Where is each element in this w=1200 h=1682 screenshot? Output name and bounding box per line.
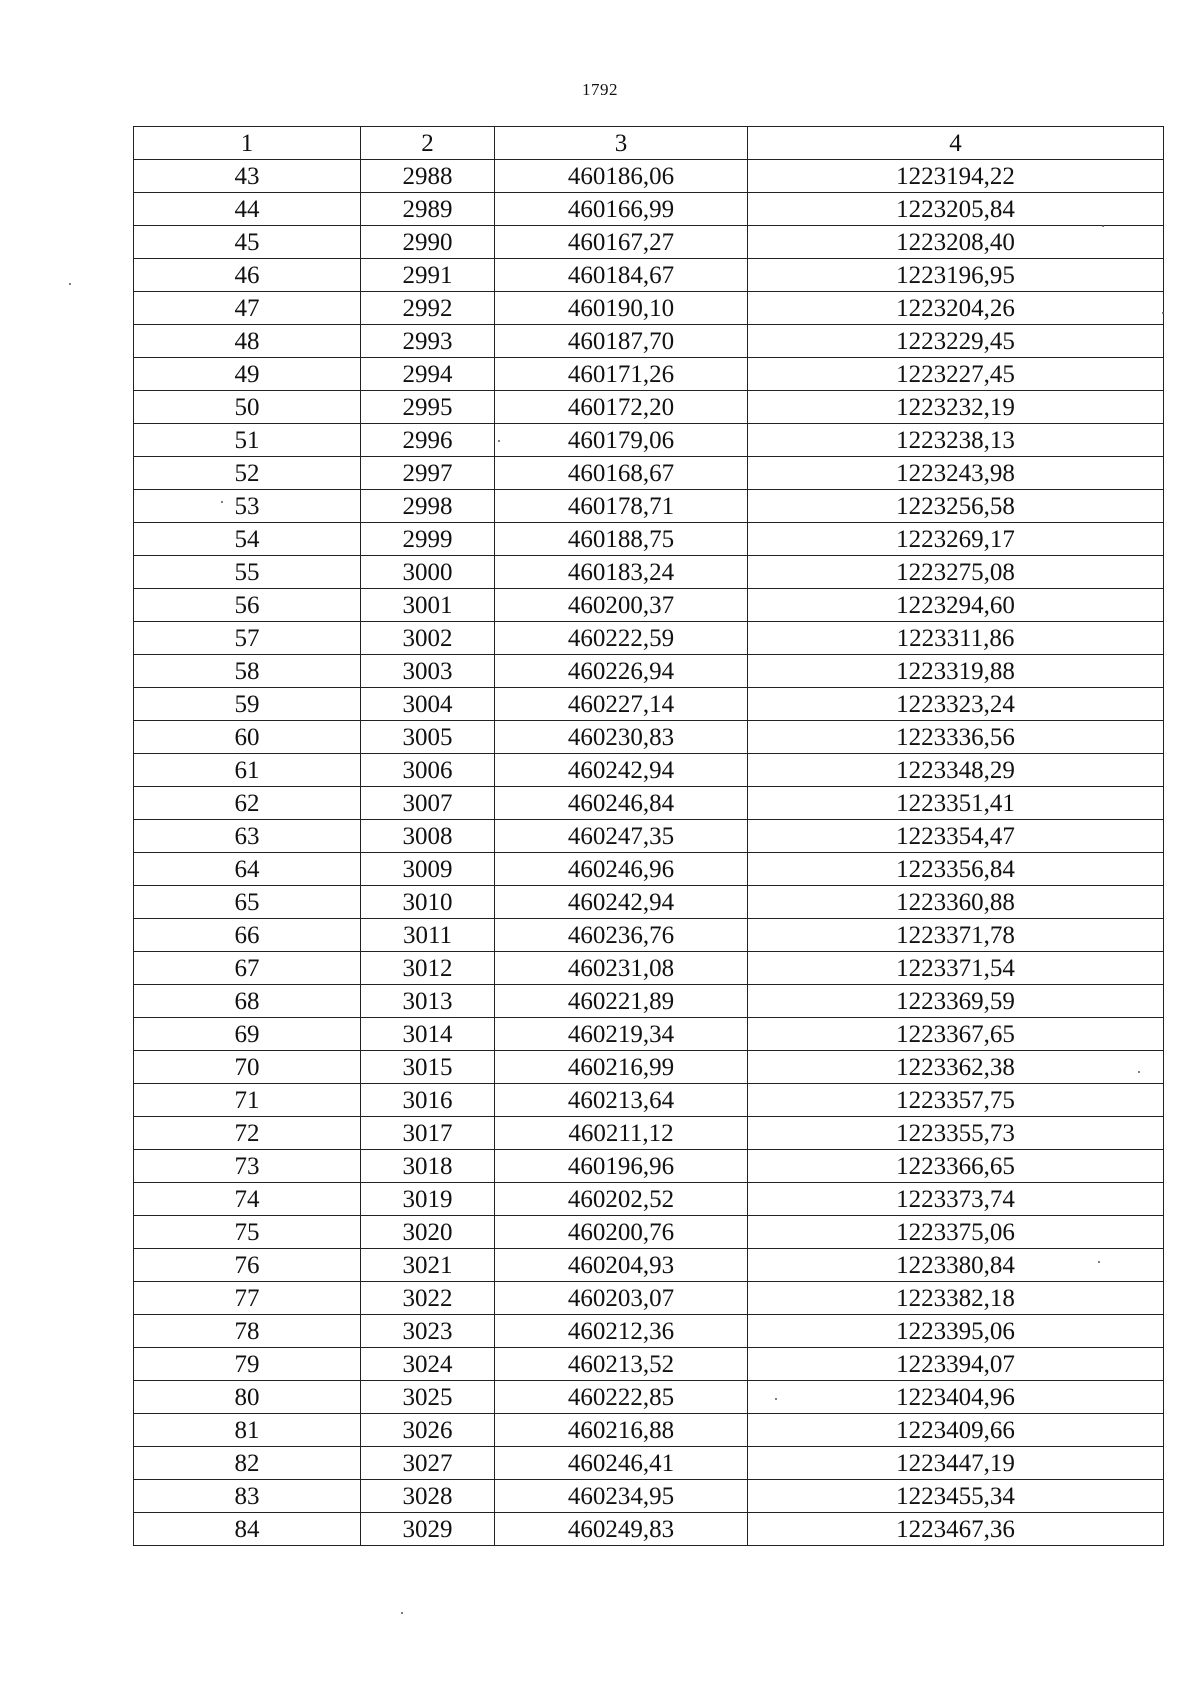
table-cell-col-1: 75 xyxy=(134,1216,361,1249)
table-cell-col-1: 54 xyxy=(134,523,361,556)
table-cell-col-3: 460196,96 xyxy=(495,1150,748,1183)
table-cell-col-3: 460230,83 xyxy=(495,721,748,754)
table-cell-col-1: 64 xyxy=(134,853,361,886)
table-cell-col-3: 460212,36 xyxy=(495,1315,748,1348)
table-cell-col-2: 2991 xyxy=(361,259,495,292)
table-row xyxy=(134,820,1164,853)
table-cell-col-4: 1223373,74 xyxy=(748,1183,1164,1216)
table-row xyxy=(134,721,1164,754)
table-cell-col-4: 1223371,78 xyxy=(748,919,1164,952)
table-row xyxy=(134,259,1164,292)
table-cell-col-3: 460172,20 xyxy=(495,391,748,424)
table-row xyxy=(134,325,1164,358)
table-cell-col-2: 3014 xyxy=(361,1018,495,1051)
table-row xyxy=(134,919,1164,952)
table-cell-col-1: 81 xyxy=(134,1414,361,1447)
table-cell-col-3: 460183,24 xyxy=(495,556,748,589)
table-cell-col-1: 52 xyxy=(134,457,361,490)
table-cell-col-4: 1223196,95 xyxy=(748,259,1164,292)
table-row xyxy=(134,1282,1164,1315)
table-row xyxy=(134,1513,1164,1546)
table-cell-col-1: 59 xyxy=(134,688,361,721)
scan-speck xyxy=(1102,225,1104,227)
scan-speck xyxy=(498,440,500,442)
table-cell-col-1: 58 xyxy=(134,655,361,688)
table-cell-col-2: 2990 xyxy=(361,226,495,259)
table-cell-col-4: 1223294,60 xyxy=(748,589,1164,622)
table-cell-col-1: 43 xyxy=(134,160,361,193)
table-cell-col-4: 1223409,66 xyxy=(748,1414,1164,1447)
column-header-1: 1 xyxy=(134,127,361,160)
table-cell-col-1: 61 xyxy=(134,754,361,787)
table-cell-col-4: 1223348,29 xyxy=(748,754,1164,787)
table-row xyxy=(134,358,1164,391)
table-cell-col-1: 68 xyxy=(134,985,361,1018)
table-cell-col-4: 1223354,47 xyxy=(748,820,1164,853)
table-cell-col-3: 460236,76 xyxy=(495,919,748,952)
table-cell-col-4: 1223371,54 xyxy=(748,952,1164,985)
table-cell-col-3: 460222,85 xyxy=(495,1381,748,1414)
table-row xyxy=(134,490,1164,523)
table-cell-col-1: 76 xyxy=(134,1249,361,1282)
table-cell-col-2: 3016 xyxy=(361,1084,495,1117)
table-cell-col-3: 460168,67 xyxy=(495,457,748,490)
table-cell-col-2: 3024 xyxy=(361,1348,495,1381)
table-cell-col-4: 1223467,36 xyxy=(748,1513,1164,1546)
table-cell-col-1: 83 xyxy=(134,1480,361,1513)
table-row xyxy=(134,1249,1164,1282)
scan-speck xyxy=(401,1612,403,1614)
table-cell-col-1: 65 xyxy=(134,886,361,919)
table-cell-col-1: 60 xyxy=(134,721,361,754)
table-cell-col-3: 460187,70 xyxy=(495,325,748,358)
table-cell-col-2: 3006 xyxy=(361,754,495,787)
table-row xyxy=(134,622,1164,655)
table-cell-col-4: 1223232,19 xyxy=(748,391,1164,424)
table-cell-col-2: 3022 xyxy=(361,1282,495,1315)
table-cell-col-3: 460246,41 xyxy=(495,1447,748,1480)
table-cell-col-2: 3004 xyxy=(361,688,495,721)
table-row xyxy=(134,523,1164,556)
table-row xyxy=(134,391,1164,424)
table-cell-col-1: 78 xyxy=(134,1315,361,1348)
table-cell-col-2: 3002 xyxy=(361,622,495,655)
table-cell-col-3: 460234,95 xyxy=(495,1480,748,1513)
table-row xyxy=(134,787,1164,820)
table-row xyxy=(134,1414,1164,1447)
table-cell-col-1: 74 xyxy=(134,1183,361,1216)
table-row xyxy=(134,457,1164,490)
table-cell-col-2: 3025 xyxy=(361,1381,495,1414)
table-cell-col-2: 3009 xyxy=(361,853,495,886)
scan-speck xyxy=(1098,1261,1100,1263)
table-cell-col-3: 460166,99 xyxy=(495,193,748,226)
table-row xyxy=(134,1051,1164,1084)
table-cell-col-4: 1223275,08 xyxy=(748,556,1164,589)
table-cell-col-2: 3005 xyxy=(361,721,495,754)
table-cell-col-1: 73 xyxy=(134,1150,361,1183)
table-cell-col-2: 2995 xyxy=(361,391,495,424)
table-cell-col-3: 460204,93 xyxy=(495,1249,748,1282)
table-cell-col-1: 62 xyxy=(134,787,361,820)
table-cell-col-4: 1223375,06 xyxy=(748,1216,1164,1249)
table-cell-col-3: 460242,94 xyxy=(495,754,748,787)
scan-speck xyxy=(1138,1071,1140,1073)
table-cell-col-4: 1223205,84 xyxy=(748,193,1164,226)
scan-speck xyxy=(69,283,71,285)
table-cell-col-1: 82 xyxy=(134,1447,361,1480)
table-cell-col-1: 77 xyxy=(134,1282,361,1315)
table-cell-col-1: 55 xyxy=(134,556,361,589)
table-row xyxy=(134,424,1164,457)
table-row xyxy=(134,1348,1164,1381)
table-cell-col-1: 57 xyxy=(134,622,361,655)
table-cell-col-4: 1223366,65 xyxy=(748,1150,1164,1183)
table-row xyxy=(134,952,1164,985)
table-cell-col-4: 1223360,88 xyxy=(748,886,1164,919)
table-cell-col-2: 2998 xyxy=(361,490,495,523)
table-row xyxy=(134,985,1164,1018)
table-cell-col-4: 1223404,96 xyxy=(748,1381,1164,1414)
table-cell-col-2: 2989 xyxy=(361,193,495,226)
column-header-2: 2 xyxy=(361,127,495,160)
table-cell-col-3: 460242,94 xyxy=(495,886,748,919)
table-cell-col-1: 48 xyxy=(134,325,361,358)
table-row xyxy=(134,1183,1164,1216)
table-cell-col-4: 1223395,06 xyxy=(748,1315,1164,1348)
table-cell-col-1: 47 xyxy=(134,292,361,325)
table-cell-col-3: 460167,27 xyxy=(495,226,748,259)
table-row xyxy=(134,688,1164,721)
table-cell-col-2: 3018 xyxy=(361,1150,495,1183)
table-cell-col-1: 44 xyxy=(134,193,361,226)
table-cell-col-3: 460186,06 xyxy=(495,160,748,193)
scan-speck xyxy=(221,501,223,503)
table-cell-col-4: 1223362,38 xyxy=(748,1051,1164,1084)
table-row xyxy=(134,1150,1164,1183)
table-row xyxy=(134,1018,1164,1051)
table-cell-col-3: 460200,76 xyxy=(495,1216,748,1249)
table-cell-col-2: 2992 xyxy=(361,292,495,325)
table-cell-col-2: 3003 xyxy=(361,655,495,688)
table-cell-col-4: 1223238,13 xyxy=(748,424,1164,457)
table-cell-col-4: 1223243,98 xyxy=(748,457,1164,490)
table-cell-col-3: 460247,35 xyxy=(495,820,748,853)
table-cell-col-1: 51 xyxy=(134,424,361,457)
column-header-3: 3 xyxy=(495,127,748,160)
table-cell-col-2: 3029 xyxy=(361,1513,495,1546)
table-cell-col-2: 3010 xyxy=(361,886,495,919)
table-cell-col-1: 46 xyxy=(134,259,361,292)
table-cell-col-2: 3021 xyxy=(361,1249,495,1282)
table-cell-col-3: 460216,99 xyxy=(495,1051,748,1084)
table-cell-col-4: 1223356,84 xyxy=(748,853,1164,886)
table-cell-col-3: 460178,71 xyxy=(495,490,748,523)
table-cell-col-2: 3015 xyxy=(361,1051,495,1084)
table-cell-col-4: 1223256,58 xyxy=(748,490,1164,523)
table-row xyxy=(134,160,1164,193)
table-row xyxy=(134,556,1164,589)
table-cell-col-4: 1223336,56 xyxy=(748,721,1164,754)
table-cell-col-4: 1223208,40 xyxy=(748,226,1164,259)
table-cell-col-3: 460213,52 xyxy=(495,1348,748,1381)
table-cell-col-2: 3012 xyxy=(361,952,495,985)
table-cell-col-2: 3000 xyxy=(361,556,495,589)
table-cell-col-3: 460190,10 xyxy=(495,292,748,325)
table-cell-col-2: 3019 xyxy=(361,1183,495,1216)
table-cell-col-2: 3020 xyxy=(361,1216,495,1249)
table-cell-col-1: 72 xyxy=(134,1117,361,1150)
table-cell-col-3: 460249,83 xyxy=(495,1513,748,1546)
table-cell-col-1: 70 xyxy=(134,1051,361,1084)
table-row xyxy=(134,1480,1164,1513)
table-row xyxy=(134,655,1164,688)
page-number: 1792 xyxy=(582,80,618,99)
table-cell-col-3: 460246,84 xyxy=(495,787,748,820)
table-cell-col-1: 66 xyxy=(134,919,361,952)
table-cell-col-4: 1223194,22 xyxy=(748,160,1164,193)
table-cell-col-2: 3028 xyxy=(361,1480,495,1513)
table-cell-col-3: 460171,26 xyxy=(495,358,748,391)
table-cell-col-4: 1223357,75 xyxy=(748,1084,1164,1117)
table-cell-col-1: 84 xyxy=(134,1513,361,1546)
table-cell-col-4: 1223311,86 xyxy=(748,622,1164,655)
coordinates-table xyxy=(133,126,1164,1546)
table-header-row xyxy=(134,127,1164,160)
table-cell-col-2: 3007 xyxy=(361,787,495,820)
table-cell-col-3: 460226,94 xyxy=(495,655,748,688)
table-cell-col-3: 460202,52 xyxy=(495,1183,748,1216)
table-cell-col-4: 1223382,18 xyxy=(748,1282,1164,1315)
table-cell-col-3: 460213,64 xyxy=(495,1084,748,1117)
table-row xyxy=(134,754,1164,787)
table-cell-col-1: 79 xyxy=(134,1348,361,1381)
table-cell-col-4: 1223323,24 xyxy=(748,688,1164,721)
table-cell-col-1: 67 xyxy=(134,952,361,985)
table-cell-col-2: 2997 xyxy=(361,457,495,490)
table-cell-col-3: 460200,37 xyxy=(495,589,748,622)
table-cell-col-2: 3013 xyxy=(361,985,495,1018)
table-cell-col-2: 3001 xyxy=(361,589,495,622)
table-cell-col-2: 3026 xyxy=(361,1414,495,1447)
table-cell-col-4: 1223355,73 xyxy=(748,1117,1164,1150)
table-cell-col-2: 3017 xyxy=(361,1117,495,1150)
table-cell-col-4: 1223380,84 xyxy=(748,1249,1164,1282)
table-cell-col-4: 1223367,65 xyxy=(748,1018,1164,1051)
table-cell-col-4: 1223204,26 xyxy=(748,292,1164,325)
table-cell-col-4: 1223229,45 xyxy=(748,325,1164,358)
table-row xyxy=(134,1084,1164,1117)
table-cell-col-3: 460221,89 xyxy=(495,985,748,1018)
table-row xyxy=(134,226,1164,259)
table-row xyxy=(134,886,1164,919)
table-row xyxy=(134,1447,1164,1480)
table-cell-col-2: 3008 xyxy=(361,820,495,853)
table-row xyxy=(134,193,1164,226)
table-cell-col-4: 1223351,41 xyxy=(748,787,1164,820)
table-cell-col-3: 460222,59 xyxy=(495,622,748,655)
table-cell-col-3: 460231,08 xyxy=(495,952,748,985)
table-cell-col-2: 2994 xyxy=(361,358,495,391)
table-cell-col-1: 71 xyxy=(134,1084,361,1117)
table-cell-col-1: 80 xyxy=(134,1381,361,1414)
table-cell-col-1: 56 xyxy=(134,589,361,622)
scan-speck xyxy=(1162,312,1164,314)
table-row xyxy=(134,1381,1164,1414)
table-cell-col-3: 460211,12 xyxy=(495,1117,748,1150)
table-cell-col-3: 460203,07 xyxy=(495,1282,748,1315)
table-cell-col-2: 2996 xyxy=(361,424,495,457)
scan-speck xyxy=(775,1398,777,1400)
table-row xyxy=(134,1216,1164,1249)
table-cell-col-1: 45 xyxy=(134,226,361,259)
table-cell-col-4: 1223269,17 xyxy=(748,523,1164,556)
table-cell-col-1: 53 xyxy=(134,490,361,523)
table-row xyxy=(134,853,1164,886)
table-cell-col-4: 1223447,19 xyxy=(748,1447,1164,1480)
table-cell-col-1: 49 xyxy=(134,358,361,391)
table-cell-col-4: 1223369,59 xyxy=(748,985,1164,1018)
table-cell-col-2: 2988 xyxy=(361,160,495,193)
table-cell-col-2: 3027 xyxy=(361,1447,495,1480)
table-cell-col-3: 460219,34 xyxy=(495,1018,748,1051)
table-cell-col-3: 460188,75 xyxy=(495,523,748,556)
table-cell-col-3: 460246,96 xyxy=(495,853,748,886)
table-cell-col-4: 1223319,88 xyxy=(748,655,1164,688)
table-cell-col-3: 460216,88 xyxy=(495,1414,748,1447)
table-cell-col-4: 1223455,34 xyxy=(748,1480,1164,1513)
column-header-4: 4 xyxy=(748,127,1164,160)
table-cell-col-1: 69 xyxy=(134,1018,361,1051)
table-cell-col-2: 2993 xyxy=(361,325,495,358)
table-cell-col-3: 460184,67 xyxy=(495,259,748,292)
table-row xyxy=(134,1117,1164,1150)
table-cell-col-2: 3023 xyxy=(361,1315,495,1348)
table-cell-col-2: 2999 xyxy=(361,523,495,556)
table-cell-col-1: 50 xyxy=(134,391,361,424)
table-cell-col-4: 1223227,45 xyxy=(748,358,1164,391)
table-cell-col-3: 460227,14 xyxy=(495,688,748,721)
table-row xyxy=(134,1315,1164,1348)
table-cell-col-1: 63 xyxy=(134,820,361,853)
table-body xyxy=(134,160,1164,1546)
table-row xyxy=(134,589,1164,622)
table-cell-col-2: 3011 xyxy=(361,919,495,952)
table-row xyxy=(134,292,1164,325)
table-cell-col-3: 460179,06 xyxy=(495,424,748,457)
table-cell-col-4: 1223394,07 xyxy=(748,1348,1164,1381)
